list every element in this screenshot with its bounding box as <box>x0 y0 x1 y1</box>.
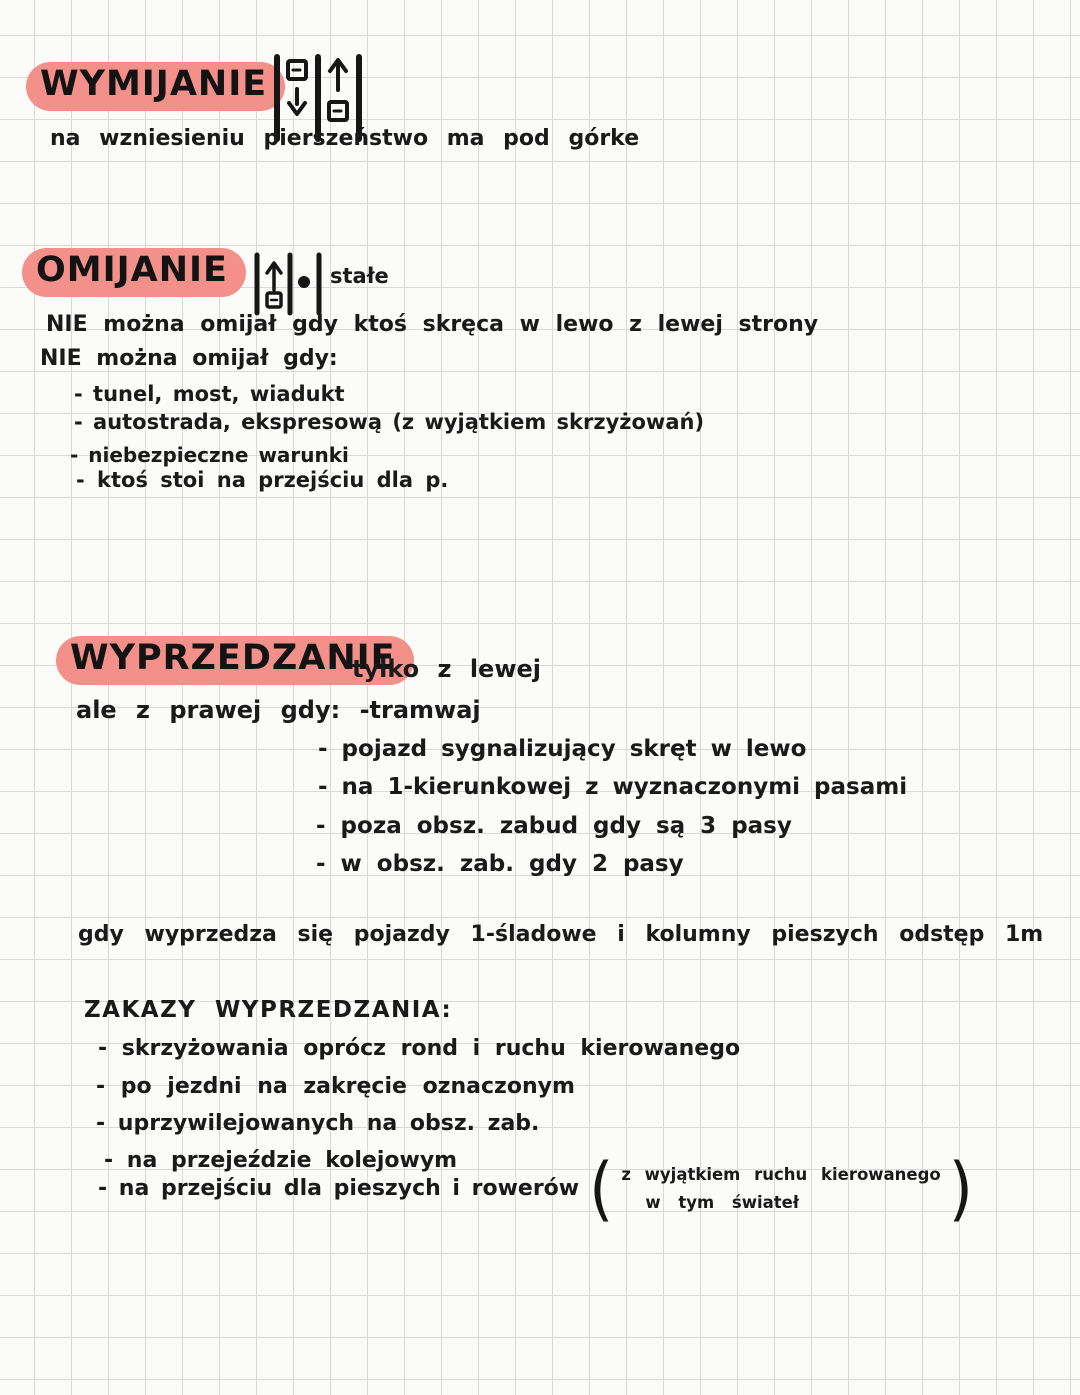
zakazy-item: - uprzywilejowanych na obsz. zab. <box>96 1111 540 1136</box>
omijanie-icon-label: stałe <box>330 264 389 288</box>
zakazy-paren-line-1: z wyjątkiem ruchu kierowanego <box>621 1164 941 1184</box>
wyprzedzanie-rule: ale z prawej gdy: -tramwaj <box>76 696 481 724</box>
close-paren: ) <box>948 1147 973 1230</box>
zakazy-last-item-row <box>98 1147 973 1230</box>
zakazy-heading: ZAKAZY WYPRZEDZANIA: <box>84 997 453 1023</box>
wyprzedzanie-item: - w obsz. zab. gdy 2 pasy <box>316 851 684 877</box>
zakazy-item: - skrzyżowania oprócz rond i ruchu kierowanego <box>98 1036 741 1061</box>
omijanie-rule-2: NIE można omijał gdy: <box>40 346 338 371</box>
zakazy-item: - na przejściu dla pieszych i rowerów <box>98 1175 580 1201</box>
wyprzedzanie-item: - poza obsz. zabud gdy są 3 pasy <box>316 813 792 839</box>
section-title-wymijanie: WYMIJANIE <box>26 62 285 111</box>
wyprzedzanie-subtitle: tylko z lewej <box>352 655 542 683</box>
zakazy-paren-note <box>613 1161 948 1217</box>
omijanie-item: - niebezpieczne warunki <box>70 443 349 467</box>
wyprzedzanie-item: - pojazd sygnalizujący skręt w lewo <box>318 736 807 762</box>
wyprzedzanie-item: - na 1-kierunkowej z wyznaczonymi pasami <box>318 774 908 800</box>
zakazy-paren-line-2: w tym świateł <box>645 1193 799 1212</box>
omijanie-rule-1: NIE można omijał gdy ktoś skręca w lewo z lewej strony <box>46 312 819 337</box>
omijanie-item: - autostrada, ekspresową (z wyjątkiem skrzyżowań) <box>74 410 705 434</box>
wymijanie-note: na wzniesieniu pierszeństwo ma pod górke <box>50 126 640 151</box>
open-paren: ( <box>589 1147 614 1230</box>
section-title-wyprzedzanie: WYPRZEDZANIE <box>56 636 414 685</box>
section-title-omijanie: OMIJANIE <box>22 248 246 297</box>
omijanie-item: - ktoś stoi na przejściu dla p. <box>76 468 449 492</box>
omijanie-item: - tunel, most, wiadukt <box>74 382 345 406</box>
zakazy-item: - po jezdni na zakręcie oznaczonym <box>96 1074 575 1099</box>
zakazy-item: - na przejeździe kolejowym <box>104 1148 458 1173</box>
wyprzedzanie-distance-note: gdy wyprzedza się pojazdy 1-śladowe i kolumny pieszych odstęp 1m <box>78 922 1044 947</box>
omijanie-lane-icon <box>253 252 325 316</box>
